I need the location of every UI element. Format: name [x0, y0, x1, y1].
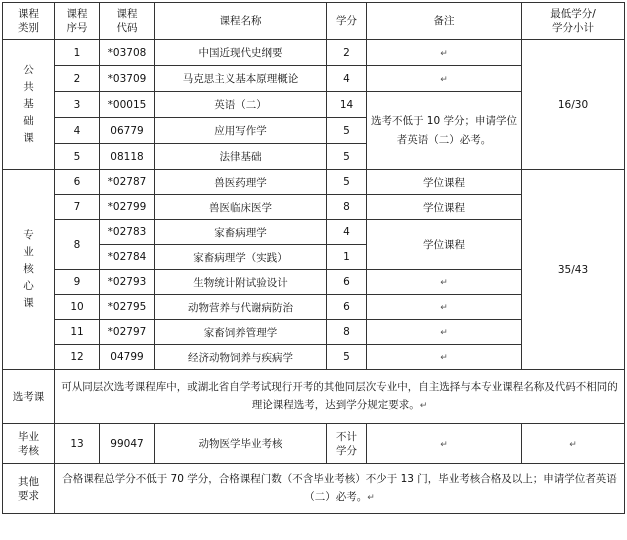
credit-cell: 4 [327, 66, 367, 92]
name-cell: 中国近现代史纲要 [155, 40, 327, 66]
credit-cell: 1 [327, 245, 367, 270]
credit-cell: 5 [327, 345, 367, 370]
code-cell: *02793 [100, 270, 155, 295]
name-cell: 家畜病理学（实践） [155, 245, 327, 270]
seq-cell: 5 [55, 144, 100, 170]
name-cell: 动物医学毕业考核 [155, 424, 327, 464]
category-public: 公 共 基 础 课 [3, 40, 55, 170]
code-cell: *00015 [100, 92, 155, 118]
credit-cell: 8 [327, 195, 367, 220]
other-text: 合格课程总学分不低于 70 学分，合格课程门数（不含毕业考核）不少于 13 门，毕业考核合格及以上；申请学位者英语（二）必考。↵ [55, 464, 625, 514]
name-cell: 应用写作学 [155, 118, 327, 144]
code-cell: *02784 [100, 245, 155, 270]
credit-cell: 14 [327, 92, 367, 118]
table-row [3, 170, 625, 195]
elective-text: 可从同层次选考课程库中，或湖北省自学考试现行开考的其他同层次专业中，自主选择与本专业课程名称及代码不相同的理论课程选考，达到学分规定要求。↵ [55, 370, 625, 424]
name-cell: 生物统计附试验设计 [155, 270, 327, 295]
credit-cell: 2 [327, 40, 367, 66]
category-major: 专 业 核 心 课 [3, 170, 55, 370]
header-code: 课程 代码 [100, 3, 155, 40]
subtotal-public: 16/30 [522, 40, 625, 170]
code-cell: *02787 [100, 170, 155, 195]
header-category: 课程 类别 [3, 3, 55, 40]
name-cell: 兽医药理学 [155, 170, 327, 195]
remark-cell: 学位课程 [367, 220, 522, 270]
credit-cell: 6 [327, 295, 367, 320]
name-cell: 马克思主义基本原理概论 [155, 66, 327, 92]
code-cell: 06779 [100, 118, 155, 144]
name-cell: 英语（二） [155, 92, 327, 118]
credit-cell: 4 [327, 220, 367, 245]
code-cell: 08118 [100, 144, 155, 170]
remark-cell: ↵ [367, 66, 522, 92]
seq-cell: 2 [55, 66, 100, 92]
elective-label: 选考课 [3, 370, 55, 424]
code-cell: *03709 [100, 66, 155, 92]
name-cell: 家畜饲养管理学 [155, 320, 327, 345]
seq-cell: 8 [55, 220, 100, 270]
seq-cell: 11 [55, 320, 100, 345]
name-cell: 兽医临床医学 [155, 195, 327, 220]
credit-cell: 5 [327, 144, 367, 170]
header-seq: 课程 序号 [55, 3, 100, 40]
name-cell: 法律基础 [155, 144, 327, 170]
curriculum-table [2, 2, 625, 514]
name-cell: 经济动物饲养与疾病学 [155, 345, 327, 370]
credit-cell: 8 [327, 320, 367, 345]
seq-cell: 1 [55, 40, 100, 66]
remark-cell: ↵ [367, 345, 522, 370]
seq-cell: 6 [55, 170, 100, 195]
remark-cell: ↵ [367, 270, 522, 295]
header-name: 课程名称 [155, 3, 327, 40]
header-credit: 学分 [327, 3, 367, 40]
name-cell: 家畜病理学 [155, 220, 327, 245]
remark-cell: ↵ [367, 40, 522, 66]
table-row [3, 40, 625, 66]
credit-cell: 不计 学分 [327, 424, 367, 464]
credit-cell: 5 [327, 118, 367, 144]
code-cell: *02795 [100, 295, 155, 320]
header-min-credit: 最低学分/ 学分小计 [522, 3, 625, 40]
table-header-row [3, 3, 625, 40]
public-remark: 选考不低于 10 学分；申请学位者英语（二）必考。 [367, 92, 522, 170]
credit-cell: 5 [327, 170, 367, 195]
subtotal-major: 35/43 [522, 170, 625, 370]
remark-cell: ↵ [367, 295, 522, 320]
subtotal-cell: ↵ [522, 424, 625, 464]
remark-cell: ↵ [367, 320, 522, 345]
graduation-label: 毕业 考核 [3, 424, 55, 464]
credit-cell: 6 [327, 270, 367, 295]
seq-cell: 10 [55, 295, 100, 320]
code-cell: 04799 [100, 345, 155, 370]
seq-cell: 9 [55, 270, 100, 295]
code-cell: 99047 [100, 424, 155, 464]
other-requirements-row [3, 464, 625, 514]
graduation-row [3, 424, 625, 464]
remark-cell: ↵ [367, 424, 522, 464]
code-cell: *03708 [100, 40, 155, 66]
code-cell: *02797 [100, 320, 155, 345]
header-remark: 备注 [367, 3, 522, 40]
seq-cell: 13 [55, 424, 100, 464]
seq-cell: 7 [55, 195, 100, 220]
code-cell: *02783 [100, 220, 155, 245]
seq-cell: 12 [55, 345, 100, 370]
other-label: 其他 要求 [3, 464, 55, 514]
remark-cell: 学位课程 [367, 195, 522, 220]
elective-row [3, 370, 625, 424]
code-cell: *02799 [100, 195, 155, 220]
name-cell: 动物营养与代谢病防治 [155, 295, 327, 320]
seq-cell: 4 [55, 118, 100, 144]
seq-cell: 3 [55, 92, 100, 118]
remark-cell: 学位课程 [367, 170, 522, 195]
